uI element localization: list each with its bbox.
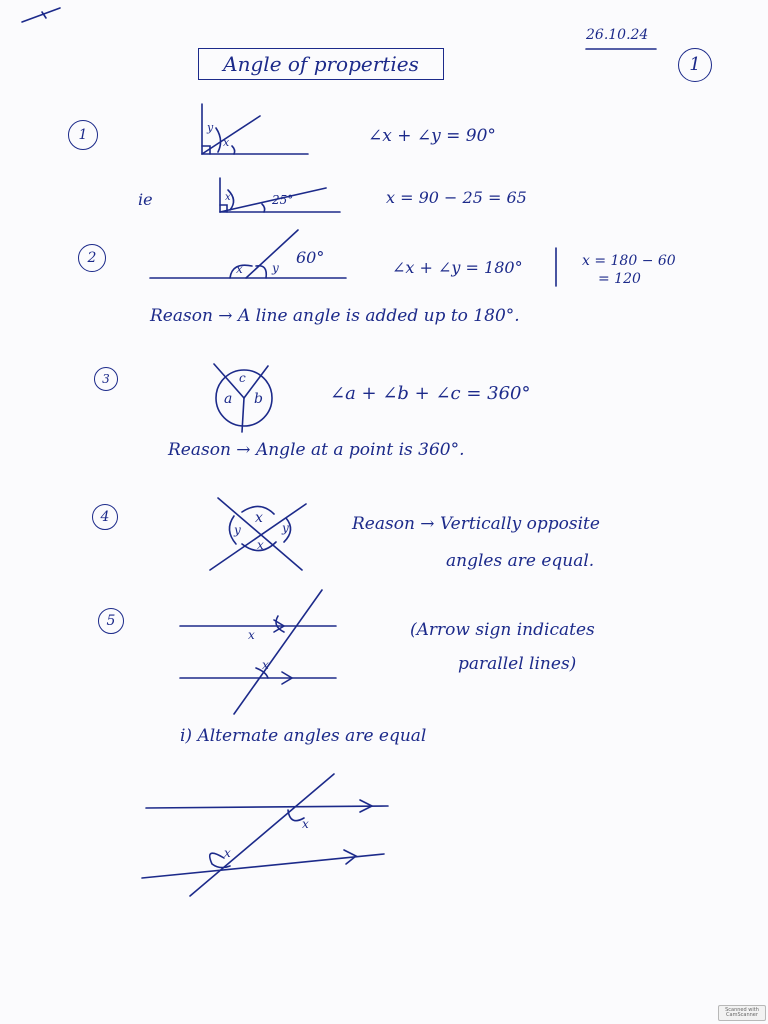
section-4-label-x-bottom: x bbox=[257, 538, 264, 552]
section-2-label-angle: 60° bbox=[296, 248, 325, 267]
section-1-example-equation: x = 90 − 25 = 65 bbox=[386, 188, 527, 207]
section-1-example-label-angle: 25° bbox=[272, 193, 294, 207]
section-3-label-a: a bbox=[224, 391, 233, 407]
section-3-label-b: b bbox=[254, 391, 263, 407]
section-2-label-x: x bbox=[236, 262, 243, 276]
pen-mark-icon bbox=[20, 4, 64, 26]
complementary-angle-figure bbox=[196, 102, 314, 160]
section-5-figure-label-x-top: x bbox=[302, 817, 309, 831]
section-5-note-line1: (Arrow sign indicates bbox=[410, 620, 595, 640]
vertically-opposite-angles-figure bbox=[208, 490, 308, 576]
section-1-label-x: x bbox=[223, 136, 230, 149]
parallel-lines-transversal-figure bbox=[176, 586, 342, 720]
page-number-badge: 1 bbox=[678, 48, 712, 82]
page-title: Angle of properties bbox=[198, 48, 444, 80]
section-2-number: 2 bbox=[78, 244, 106, 272]
section-2-reason: Reason → A line angle is added up to 180°. bbox=[150, 306, 520, 326]
section-3-equation: ∠a + ∠b + ∠c = 360° bbox=[330, 383, 531, 404]
section-2-label-y: y bbox=[272, 261, 279, 275]
section-1-equation: ∠x + ∠y = 90° bbox=[368, 126, 496, 146]
section-1-example-label-x: x bbox=[225, 192, 231, 203]
section-2-solution-line1: x = 180 − 60 bbox=[582, 253, 676, 269]
section-4-label-x-top: x bbox=[255, 510, 263, 526]
alternate-angles-figure bbox=[138, 766, 394, 902]
section-5-number: 5 bbox=[98, 608, 124, 634]
date-underline bbox=[584, 46, 658, 52]
section-4-number: 4 bbox=[92, 504, 118, 530]
section-5-label-x-bottom: x bbox=[262, 658, 269, 672]
section-1-label-y: y bbox=[207, 121, 214, 134]
section-5-label-x-top: x bbox=[248, 628, 255, 642]
section-1-example-prefix: ie bbox=[138, 190, 153, 209]
section-3-number: 3 bbox=[94, 367, 118, 391]
page-date: 26.10.24 bbox=[586, 27, 649, 43]
section-4-label-y-right: y bbox=[282, 521, 289, 535]
solution-divider bbox=[552, 246, 560, 288]
section-5-subpoint: i) Alternate angles are equal bbox=[180, 726, 427, 746]
section-3-reason: Reason → Angle at a point is 360°. bbox=[168, 440, 465, 460]
section-5-figure-label-x-bottom: x bbox=[224, 846, 231, 860]
section-4-reason-line2: angles are equal. bbox=[446, 551, 595, 571]
section-3-label-c: c bbox=[239, 371, 246, 385]
section-2-equation: ∠x + ∠y = 180° bbox=[392, 258, 523, 277]
section-4-label-y-left: y bbox=[234, 523, 241, 537]
scanner-watermark: Scanned with CamScanner bbox=[718, 1005, 766, 1021]
section-1-number: 1 bbox=[68, 120, 98, 150]
section-5-note-line2: parallel lines) bbox=[458, 654, 577, 674]
section-4-reason-line1: Reason → Vertically opposite bbox=[352, 514, 600, 534]
section-2-solution-line2: = 120 bbox=[598, 271, 641, 287]
